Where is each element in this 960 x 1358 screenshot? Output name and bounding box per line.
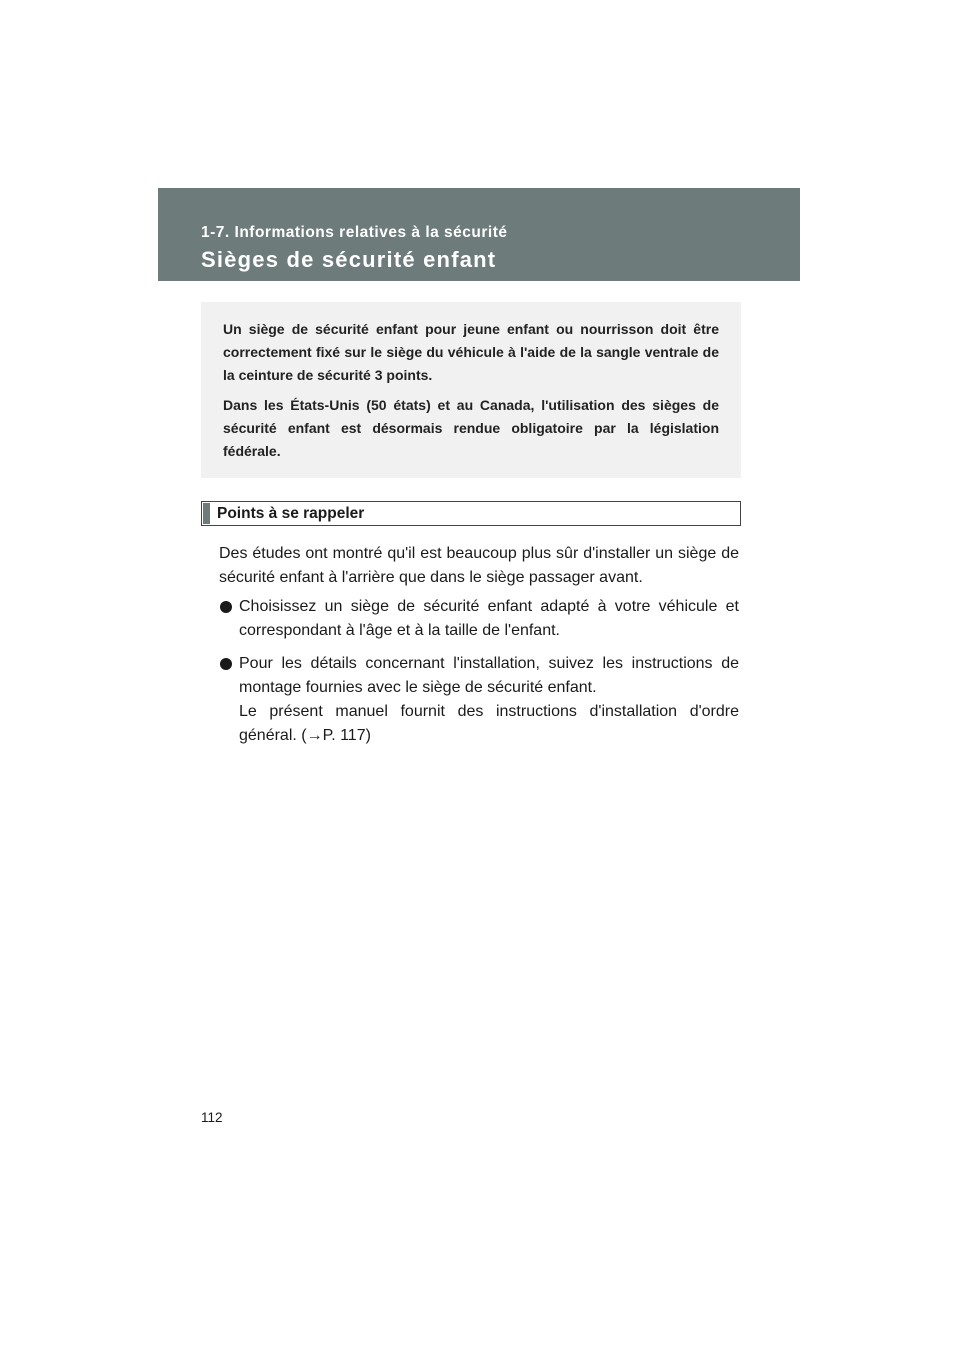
- section-label: 1-7. Informations relatives à la sécurité: [201, 224, 508, 241]
- subheading-box: [201, 501, 741, 526]
- bullet-text: Pour les détails concernant l'installation, suivez les instructions de montage fournies avec le siège de sécurité enfant.: [239, 655, 739, 696]
- bullet-text: Choisissez un siège de sécurité enfant adapté à votre véhicule et correspondant à l'âge et à la taille de l'enfant.: [239, 598, 739, 639]
- intro-box: [201, 302, 741, 478]
- page-number: 112: [201, 1110, 223, 1125]
- bullet-list: [219, 595, 739, 757]
- subheading-marker: [203, 503, 210, 524]
- intro-paragraph: Dans les États-Unis (50 états) et au Canada, l'utilisation des sièges de sécurité enfant est désormais rendue obligatoire par la législation fédérale.: [223, 397, 719, 459]
- list-item: [219, 652, 739, 748]
- intro-paragraph: Un siège de sécurité enfant pour jeune enfant ou nourrisson doit être correctement fixé sur le siège du véhicule à l'aide de la sangle ventrale de la ceinture de sécurité 3 points.: [223, 321, 719, 383]
- bullet-dot-icon: [220, 601, 232, 613]
- page-title: Sièges de sécurité enfant: [201, 247, 497, 272]
- section-body-text: Des études ont montré qu'il est beaucoup plus sûr d'installer un siège de sécurité enfant à l'arrière que dans le siège passager avant.: [219, 545, 739, 586]
- bullet-dot-icon: [220, 658, 232, 670]
- chapter-header: [158, 188, 800, 281]
- bullet-text: Le présent manuel fournit des instructions d'installation d'ordre général. (→P. 117): [239, 703, 739, 744]
- subheading-title: Points à se rappeler: [217, 505, 365, 522]
- list-item: [219, 595, 739, 643]
